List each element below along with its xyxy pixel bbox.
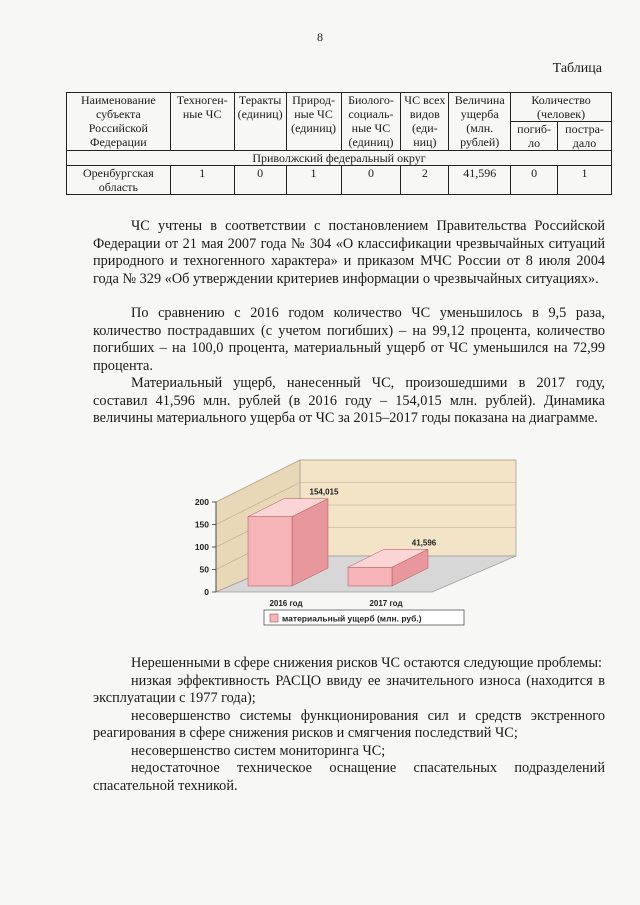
header-dead: погиб- ло	[511, 122, 558, 151]
header-subject: Наименование субъекта Российской Федерации	[67, 93, 171, 151]
district-name: Приволжский федеральный округ	[67, 151, 612, 166]
chart-data-label: 154,015	[309, 487, 339, 497]
paragraph-classification: ЧС учтены в соответствии с постановлением Правительства Российской Федерации от 21 мая 2007 года № 304 «О классификации чрезвычайных ситуаций природного и техногенного характера» и приказом МЧС России от 8 июля 2004 года № 329 «Об утверждении критериев информации о чрезвычайных ситуациях».	[93, 218, 605, 287]
problem-item: недостаточное техническое оснащение спасательных подразделений спасательной техникой.	[93, 760, 605, 794]
problem-item: низкая эффективность РАСЦО ввиду ее значительного износа (находится в эксплуатации с 1977 года);	[93, 672, 605, 706]
header-damage: Величина ущерба (млн. рублей)	[449, 93, 511, 151]
chart-y-tick-label: 50	[199, 564, 209, 575]
table-row	[67, 166, 612, 195]
cell-natural: 1	[286, 166, 341, 195]
cell-technogenic: 1	[170, 166, 234, 195]
chart-category-label: 2016 год	[269, 599, 303, 608]
chart-y-tick-label: 150	[194, 519, 209, 530]
header-biosocial: Биолого- социаль- ные ЧС (единиц)	[341, 93, 401, 151]
chart-y-tick-label: 0	[204, 587, 209, 597]
header-all: ЧС всех видов (еди- ниц)	[401, 93, 449, 151]
cell-damage: 41,596	[449, 166, 511, 195]
chart-back-wall	[300, 460, 516, 556]
header-technogenic: Техноген- ные ЧС	[170, 93, 234, 151]
chart-bar-front	[348, 567, 392, 586]
table-district-row	[67, 151, 612, 166]
header-terror: Теракты (единиц)	[234, 93, 286, 151]
chart-data-label: 41,596	[411, 538, 437, 548]
legend-swatch	[270, 614, 278, 622]
chart-y-tick-label: 200	[194, 497, 209, 507]
chart-bar	[248, 499, 328, 586]
header-people: Количество (человек)	[511, 93, 612, 122]
cell-dead: 0	[511, 166, 558, 195]
cell-all: 2	[401, 166, 449, 195]
paragraph-damage: Материальный ущерб, нанесенный ЧС, произошедшими в 2017 году, составил 41,596 млн. рублей (в 2016 году – 154,015 млн. рублей). Динамика величины материального ущерба от ЧС за 2015–2017 годы показана на диаграмме.	[93, 375, 605, 426]
header-injured: постра- дало	[558, 122, 612, 151]
header-natural: Природ- ные ЧС (единиц)	[286, 93, 341, 151]
problem-item: несовершенство систем мониторинга ЧС;	[131, 742, 386, 759]
table-caption: Таблица	[552, 61, 602, 76]
chart-legend	[264, 610, 464, 625]
chart-category-label: 2017 год	[369, 599, 403, 608]
emergency-stats-table	[66, 92, 612, 195]
problems-section	[93, 655, 605, 795]
cell-injured: 1	[558, 166, 612, 195]
cell-biosocial: 0	[341, 166, 401, 195]
chart-y-tick-label: 100	[194, 542, 209, 552]
paragraph-comparison: По сравнению с 2016 годом количество ЧС уменьшилось в 9,5 раза, количество пострадавших (с учетом погибших) – на 99,12 процента, количество погибших – на 100,0 процента, материальный ущерб от ЧС уменьшился на 72,99 процента.	[93, 305, 605, 374]
chart-bar-front	[248, 517, 292, 586]
damage-chart	[190, 458, 530, 628]
page-number: 8	[317, 30, 323, 44]
problem-item: несовершенство системы функционирования сил и средств экстренного реагирования в сфере снижения рисков и смягчения последствий ЧС;	[93, 707, 605, 741]
problems-intro: Нерешенными в сфере снижения рисков ЧС остаются следующие проблемы:	[131, 655, 602, 671]
legend-label: материальный ущерб (млн. руб.)	[282, 613, 422, 624]
table-header-row	[67, 93, 612, 122]
region-name: Оренбургская область	[67, 166, 171, 195]
cell-terror: 0	[234, 166, 286, 195]
